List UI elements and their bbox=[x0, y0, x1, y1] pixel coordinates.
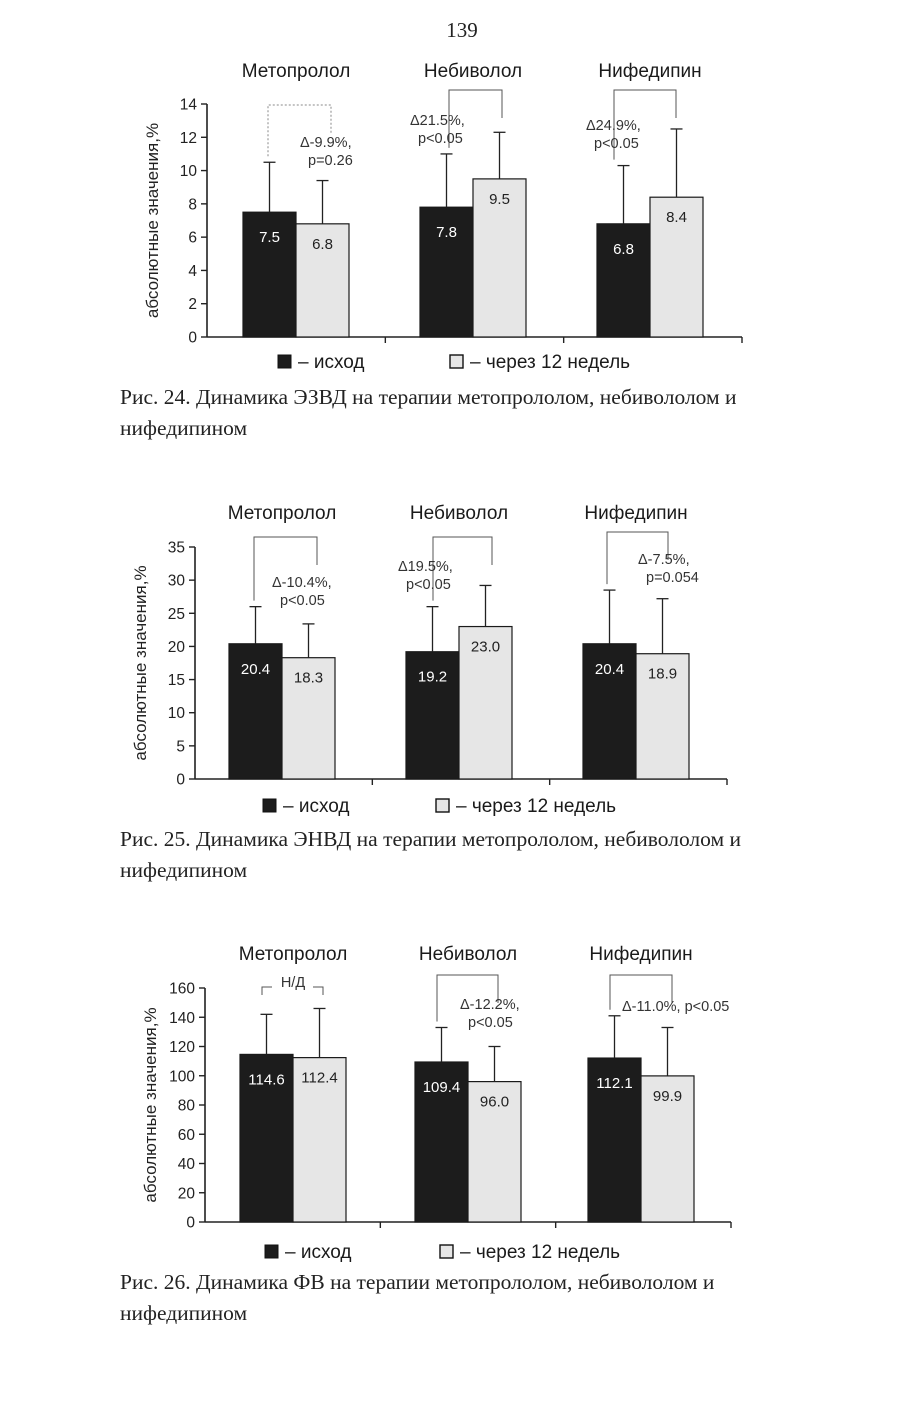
legend-swatch-followup bbox=[436, 799, 449, 812]
caption-figure-24: Рис. 24. Динамика ЭЗВД на терапии метопрололом, небивололом и нифедипином bbox=[120, 385, 737, 440]
bar-value-label: 99.9 bbox=[652, 1087, 683, 1105]
change-annotation: p<0.05 bbox=[594, 136, 639, 152]
bar-value-label: 6.8 bbox=[312, 235, 333, 253]
chart-fv bbox=[0, 935, 924, 1265]
y-tick-label: 2 bbox=[188, 296, 197, 314]
y-tick-label: 15 bbox=[167, 672, 185, 690]
legend-label-followup: – через 12 недель bbox=[460, 1242, 621, 1263]
category-label: Нифедипин bbox=[598, 61, 702, 82]
figure-26-fv bbox=[0, 935, 924, 1265]
category-label: Нифедипин bbox=[589, 944, 693, 965]
y-tick-label: 30 bbox=[167, 572, 185, 590]
category-label: Метопролол bbox=[227, 503, 337, 524]
category-label: Метопролол bbox=[241, 61, 351, 82]
y-tick-label: 25 bbox=[167, 605, 185, 623]
y-tick-label: 12 bbox=[179, 129, 197, 147]
bar-value-label: 23.0 bbox=[470, 638, 501, 656]
category-label: Небиволол bbox=[409, 503, 509, 524]
y-tick-label: 0 bbox=[186, 1214, 195, 1232]
y-tick-label: 160 bbox=[169, 980, 195, 998]
bar-value-label: 20.4 bbox=[240, 660, 271, 678]
change-annotation: Δ-12.2%, bbox=[460, 997, 520, 1013]
legend-swatch-followup bbox=[450, 355, 463, 368]
change-annotation: p=0.26 bbox=[308, 153, 353, 169]
change-annotation: Δ21.5%, bbox=[410, 113, 465, 129]
figure-25-envd bbox=[0, 492, 924, 822]
legend-label-followup: – через 12 недель bbox=[456, 796, 617, 817]
y-tick-label: 100 bbox=[169, 1068, 195, 1086]
comparison-bracket bbox=[262, 987, 272, 995]
bar-value-label: 7.8 bbox=[436, 224, 457, 242]
bar-value-label: 114.6 bbox=[248, 1071, 285, 1089]
y-tick-label: 4 bbox=[188, 262, 197, 280]
change-annotation: Δ24.9%, bbox=[586, 118, 641, 134]
legend-swatch-baseline bbox=[265, 1245, 278, 1258]
bar-value-label: 96.0 bbox=[479, 1093, 510, 1111]
change-annotation: Н/Д bbox=[280, 975, 306, 991]
y-tick-label: 60 bbox=[177, 1126, 195, 1144]
legend-swatch-baseline bbox=[278, 355, 291, 368]
bar-value-label: 112.4 bbox=[301, 1069, 338, 1087]
bar-value-label: 7.5 bbox=[259, 229, 280, 247]
change-annotation: p<0.05 bbox=[280, 593, 325, 609]
change-annotation: Δ19.5%, bbox=[398, 559, 453, 575]
y-tick-label: 80 bbox=[177, 1097, 195, 1115]
legend-label-followup: – через 12 недель bbox=[470, 352, 631, 373]
bar-value-label: 112.1 bbox=[596, 1075, 633, 1093]
legend-label-baseline: – исход bbox=[298, 352, 365, 373]
category-label: Нифедипин bbox=[584, 503, 688, 524]
category-label: Небиволол bbox=[418, 944, 518, 965]
change-annotation: Δ-11.0%, p<0.05 bbox=[622, 999, 730, 1015]
comparison-bracket bbox=[313, 987, 323, 995]
bar-value-label: 20.4 bbox=[594, 660, 625, 678]
bar-value-label: 109.4 bbox=[422, 1079, 461, 1097]
change-annotation: Δ-9.9%, bbox=[300, 135, 352, 151]
change-annotation: p<0.05 bbox=[468, 1015, 513, 1031]
caption-figure-26: Рис. 26. Динамика ФВ на терапии метопрололом, небивололом и нифедипином bbox=[120, 1270, 715, 1325]
y-axis-label: абсолютные значения,% bbox=[141, 1007, 160, 1203]
page-number: 139 bbox=[446, 18, 478, 42]
chart-envd bbox=[0, 492, 924, 822]
legend-label-baseline: – исход bbox=[285, 1242, 352, 1263]
comparison-bracket bbox=[254, 537, 317, 601]
y-tick-label: 5 bbox=[176, 738, 185, 756]
y-tick-label: 40 bbox=[177, 1156, 195, 1173]
y-tick-label: 120 bbox=[169, 1039, 195, 1056]
change-annotation: Δ-7.5%, bbox=[638, 552, 690, 568]
y-axis-label: абсолютные значения,% bbox=[143, 122, 162, 319]
legend-swatch-baseline bbox=[263, 799, 276, 812]
change-annotation: p<0.05 bbox=[418, 131, 463, 147]
y-tick-label: 8 bbox=[188, 196, 197, 214]
chart-ezvd bbox=[0, 50, 924, 380]
change-annotation: Δ-10.4%, bbox=[272, 575, 332, 591]
category-label: Метопролол bbox=[238, 944, 348, 965]
y-tick-label: 6 bbox=[188, 229, 197, 247]
bar-value-label: 6.8 bbox=[613, 240, 634, 258]
y-tick-label: 35 bbox=[167, 539, 185, 557]
bar-value-label: 19.2 bbox=[417, 668, 448, 686]
y-tick-label: 0 bbox=[188, 329, 197, 347]
y-tick-label: 20 bbox=[167, 638, 185, 656]
bar-value-label: 18.3 bbox=[293, 669, 324, 687]
y-tick-label: 0 bbox=[176, 771, 185, 789]
y-tick-label: 140 bbox=[169, 1009, 195, 1027]
legend-label-baseline: – исход bbox=[283, 796, 350, 817]
caption-figure-25: Рис. 25. Динамика ЭНВД на терапии метопрололом, небивололом и нифедипином bbox=[120, 827, 741, 882]
bar-value-label: 8.4 bbox=[666, 209, 687, 227]
y-axis-label: абсолютные значения,% bbox=[131, 565, 150, 761]
y-tick-label: 10 bbox=[167, 705, 185, 723]
legend-swatch-followup bbox=[440, 1245, 453, 1258]
category-label: Небиволол bbox=[423, 61, 523, 82]
bar-value-label: 18.9 bbox=[647, 665, 678, 683]
y-tick-label: 20 bbox=[177, 1185, 195, 1203]
figure-24-ezvd bbox=[0, 50, 924, 380]
change-annotation: p<0.05 bbox=[406, 577, 451, 593]
bar-value-label: 9.5 bbox=[489, 190, 510, 208]
y-tick-label: 14 bbox=[179, 96, 197, 114]
change-annotation: p=0.054 bbox=[646, 570, 699, 586]
y-tick-label: 10 bbox=[179, 163, 197, 181]
